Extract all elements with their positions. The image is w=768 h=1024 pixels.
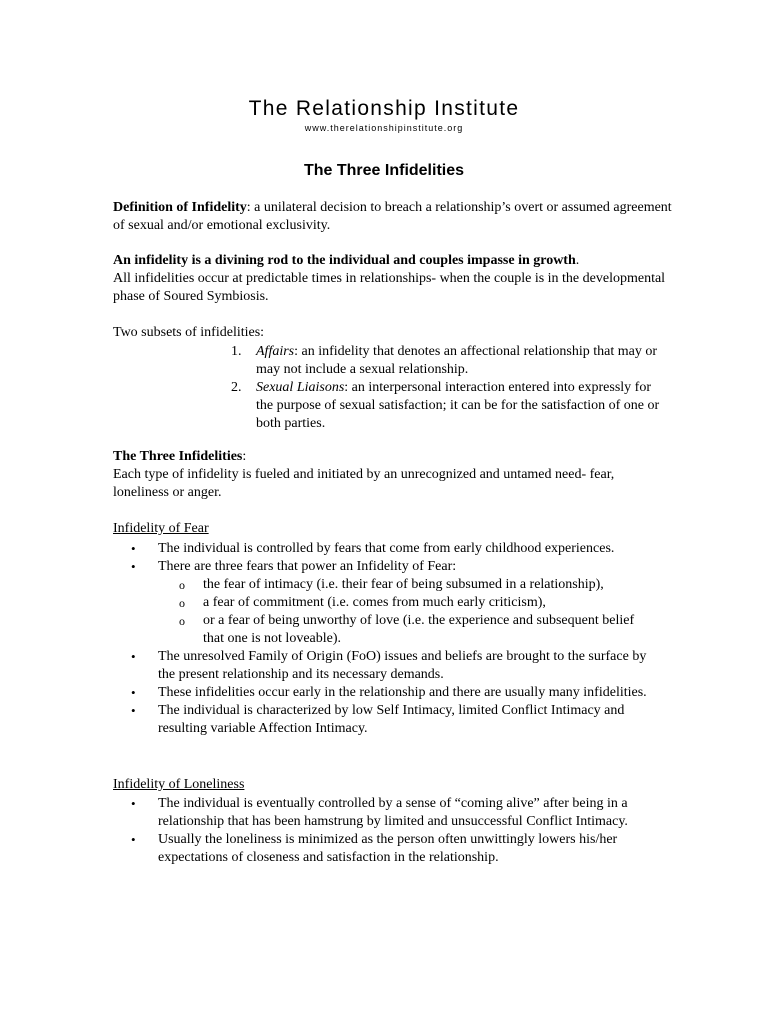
- definition-paragraph: [113, 199, 673, 235]
- list-number: 2.: [231, 380, 242, 395]
- fears-sub-list: [158, 576, 658, 648]
- loneliness-heading: Infidelity of Loneliness: [113, 777, 245, 792]
- bullet-text: These infidelities occur early in the relationship and there are usually many infidelities.: [158, 685, 647, 700]
- sub-bullet-icon: o: [179, 614, 185, 628]
- list-item: [231, 343, 661, 379]
- bullet-icon: •: [131, 541, 136, 556]
- list-item: [113, 540, 658, 558]
- bullet-icon: •: [131, 832, 136, 847]
- organization-name: The Relationship Institute: [248, 97, 520, 120]
- sub-list-item: [158, 594, 658, 612]
- list-item: [113, 831, 658, 867]
- bullet-text: The individual is eventually controlled by a sense of “coming alive” after being in a relationship that has been hamstrung by limited and unsuccessful Conflict Intimacy.: [158, 796, 628, 829]
- list-number: 1.: [231, 344, 242, 359]
- definition-text: a unilateral decision to breach a relationship’s overt or assumed agreement of sexual and/or emotional exclusivity.: [113, 200, 672, 233]
- divining-rod-statement: An infidelity is a divining rod to the individual and couples impasse in growth: [113, 253, 576, 268]
- list-item: [113, 795, 658, 831]
- subsets-list: [231, 343, 661, 433]
- bullet-text: The individual is characterized by low Self Intimacy, limited Conflict Intimacy and resulting variable Affection Intimacy.: [158, 703, 625, 736]
- divining-rod-text: All infidelities occur at predictable times in relationships- when the couple is in the developmental phase of Soured Symbiosis.: [113, 271, 666, 304]
- bullet-text: The unresolved Family of Origin (FoO) issues and beliefs are brought to the surface by the present relationship and its necessary demands.: [158, 649, 647, 682]
- list-item: [113, 684, 658, 702]
- list-item: [113, 648, 658, 684]
- three-infidelities-text: Each type of infidelity is fueled and initiated by an unrecognized and untamed need- fear, loneliness or anger.: [113, 467, 615, 500]
- list-item: [231, 379, 661, 433]
- definition-term: Definition of Infidelity: [113, 200, 247, 215]
- bullet-icon: •: [131, 703, 136, 718]
- affairs-term: Affairs: [256, 344, 295, 359]
- list-item: [113, 702, 658, 738]
- bullet-text: The individual is controlled by fears that come from early childhood experiences.: [158, 541, 615, 556]
- document-title: The Three Infidelities: [303, 162, 465, 179]
- list-item: [113, 558, 658, 648]
- sub-list-item: [158, 612, 658, 648]
- divining-rod-paragraph: [113, 252, 673, 306]
- three-infidelities-paragraph: [113, 448, 663, 502]
- loneliness-bullet-list: [113, 795, 658, 867]
- three-infidelities-heading: The Three Infidelities: [113, 449, 243, 464]
- subsets-intro: Two subsets of infidelities:: [113, 325, 265, 340]
- bullet-text: There are three fears that power an Infidelity of Fear:: [158, 559, 457, 574]
- sexual-liaisons-definition: : an interpersonal interaction entered into expressly for the purpose of sexual satisfaction; it can be for the satisfaction of one or both parties.: [256, 380, 660, 431]
- affairs-definition: : an infidelity that denotes an affectional relationship that may or may not include a sexual relationship.: [256, 344, 657, 377]
- sub-bullet-text: the fear of intimacy (i.e. their fear of being subsumed in a relationship),: [203, 577, 604, 592]
- sub-bullet-icon: o: [179, 578, 185, 592]
- fear-heading: Infidelity of Fear: [113, 521, 209, 536]
- organization-url: www.therelationshipinstitute.org: [304, 123, 464, 133]
- bullet-icon: •: [131, 649, 136, 664]
- sub-bullet-text: a fear of commitment (i.e. comes from much early criticism),: [203, 595, 546, 610]
- fear-bullet-list: [113, 540, 658, 738]
- sub-bullet-icon: o: [179, 596, 185, 610]
- bullet-text: Usually the loneliness is minimized as the person often unwittingly lowers his/her expectations of closeness and satisfaction in the relationship.: [158, 832, 618, 865]
- bullet-icon: •: [131, 796, 136, 811]
- divining-rod-period: .: [575, 253, 580, 268]
- bullet-icon: •: [131, 685, 136, 700]
- sub-bullet-text: or a fear of being unworthy of love (i.e. the experience and subsequent belief that one is not loveable).: [203, 613, 635, 646]
- definition-colon: :: [246, 200, 251, 215]
- bullet-icon: •: [131, 559, 136, 574]
- three-infidelities-colon: :: [242, 449, 247, 464]
- sub-list-item: [158, 576, 658, 594]
- sexual-liaisons-term: Sexual Liaisons: [256, 380, 345, 395]
